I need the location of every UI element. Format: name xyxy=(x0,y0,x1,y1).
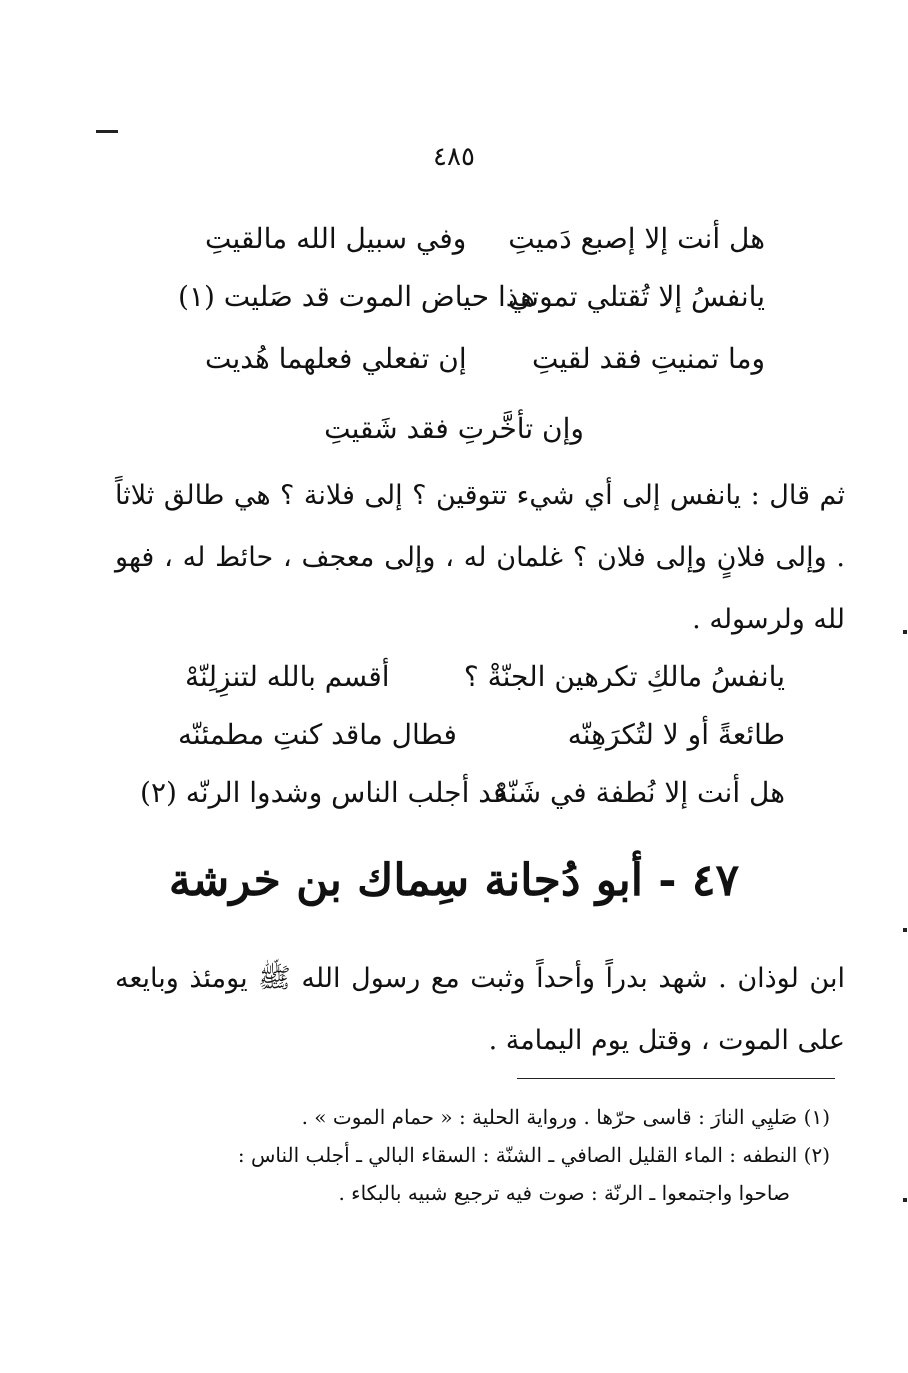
hemistich-first: يانفسُ مالكِ تكرهين الجنّةْ ؟ xyxy=(463,660,785,693)
prose-paragraph: ثم قال : يانفس إلى أي شيء تتوقين ؟ إلى فلانة ؟ هي طالق ثلاثاً . وإلى فلانٍ وإلى فلان ؟ غلمان له ، وإلى معجف ، حائط له ، فهو لله ولرسوله . xyxy=(115,480,845,635)
hemistich-second: فطال ماقد كنتِ مطمئنّه xyxy=(178,718,457,751)
footnote-2-continued: صاحوا واجتمعوا ـ الرنّة : صوت فيه ترجيع شبيه بالبكاء . xyxy=(338,1181,790,1205)
verse-line xyxy=(205,342,765,382)
hemistich-first: هل أنت إلا نُطفة في شَنّهْ xyxy=(494,776,785,809)
hemistich-second: أقسم بالله لتنزِلِنّهْ xyxy=(185,660,390,693)
hemistich-second: قد أجلب الناس وشدوا الرنّه (٢) xyxy=(140,776,507,809)
verse-line xyxy=(205,222,765,262)
verse-line xyxy=(140,776,785,816)
hemistich-first: وما تمنيتِ فقد لقيتِ xyxy=(531,342,765,375)
page-number: ٤٨٥ xyxy=(433,142,475,172)
scan-mark xyxy=(96,130,118,133)
footnote-1: (١) صَليِي النارَ : قاسى حرّها . ورواية الحلية : « حمام الموت » . xyxy=(301,1105,830,1129)
verse-line xyxy=(185,660,785,700)
hemistich-first: هل أنت إلا إصبع دَميتِ xyxy=(508,222,765,255)
hemistich-second: هذا حياض الموت قد صَليت (١) xyxy=(178,280,536,313)
hemistich-second: إن تفعلي فعلهما هُديت xyxy=(205,342,467,375)
scan-mark xyxy=(903,928,907,932)
verse-line xyxy=(178,718,785,758)
verse-line xyxy=(178,280,765,320)
footnotes xyxy=(130,1098,830,1212)
prose-paragraph: ابن لوذان . شهد بدراً وأحداً وثبت مع رسول الله ﷺ يومئذ وبايعه على الموت ، وقتل يوم اليمامة . xyxy=(115,963,845,1056)
section-heading: ٤٧ - أبو دُجانة سِماك بن خرشة xyxy=(168,855,740,906)
hemistich-final: وإن تأخَّرتِ فقد شَقيتِ xyxy=(324,412,584,445)
hemistich-second: وفي سبيل الله مالقيتِ xyxy=(205,222,467,255)
footnote-rule xyxy=(517,1078,835,1079)
hemistich-first: يانفسُ إلا تُقتلي تموتي xyxy=(507,280,765,313)
scan-mark xyxy=(903,1198,907,1202)
footnote-2: (٢) النطفه : الماء القليل الصافي ـ الشنّة : السقاء البالي ـ أجلب الناس : xyxy=(237,1143,830,1167)
verse-line-final xyxy=(0,412,908,445)
hemistich-first: طائعةً أو لا لتُكرَهِنّه xyxy=(567,718,785,751)
scan-mark xyxy=(903,630,907,634)
